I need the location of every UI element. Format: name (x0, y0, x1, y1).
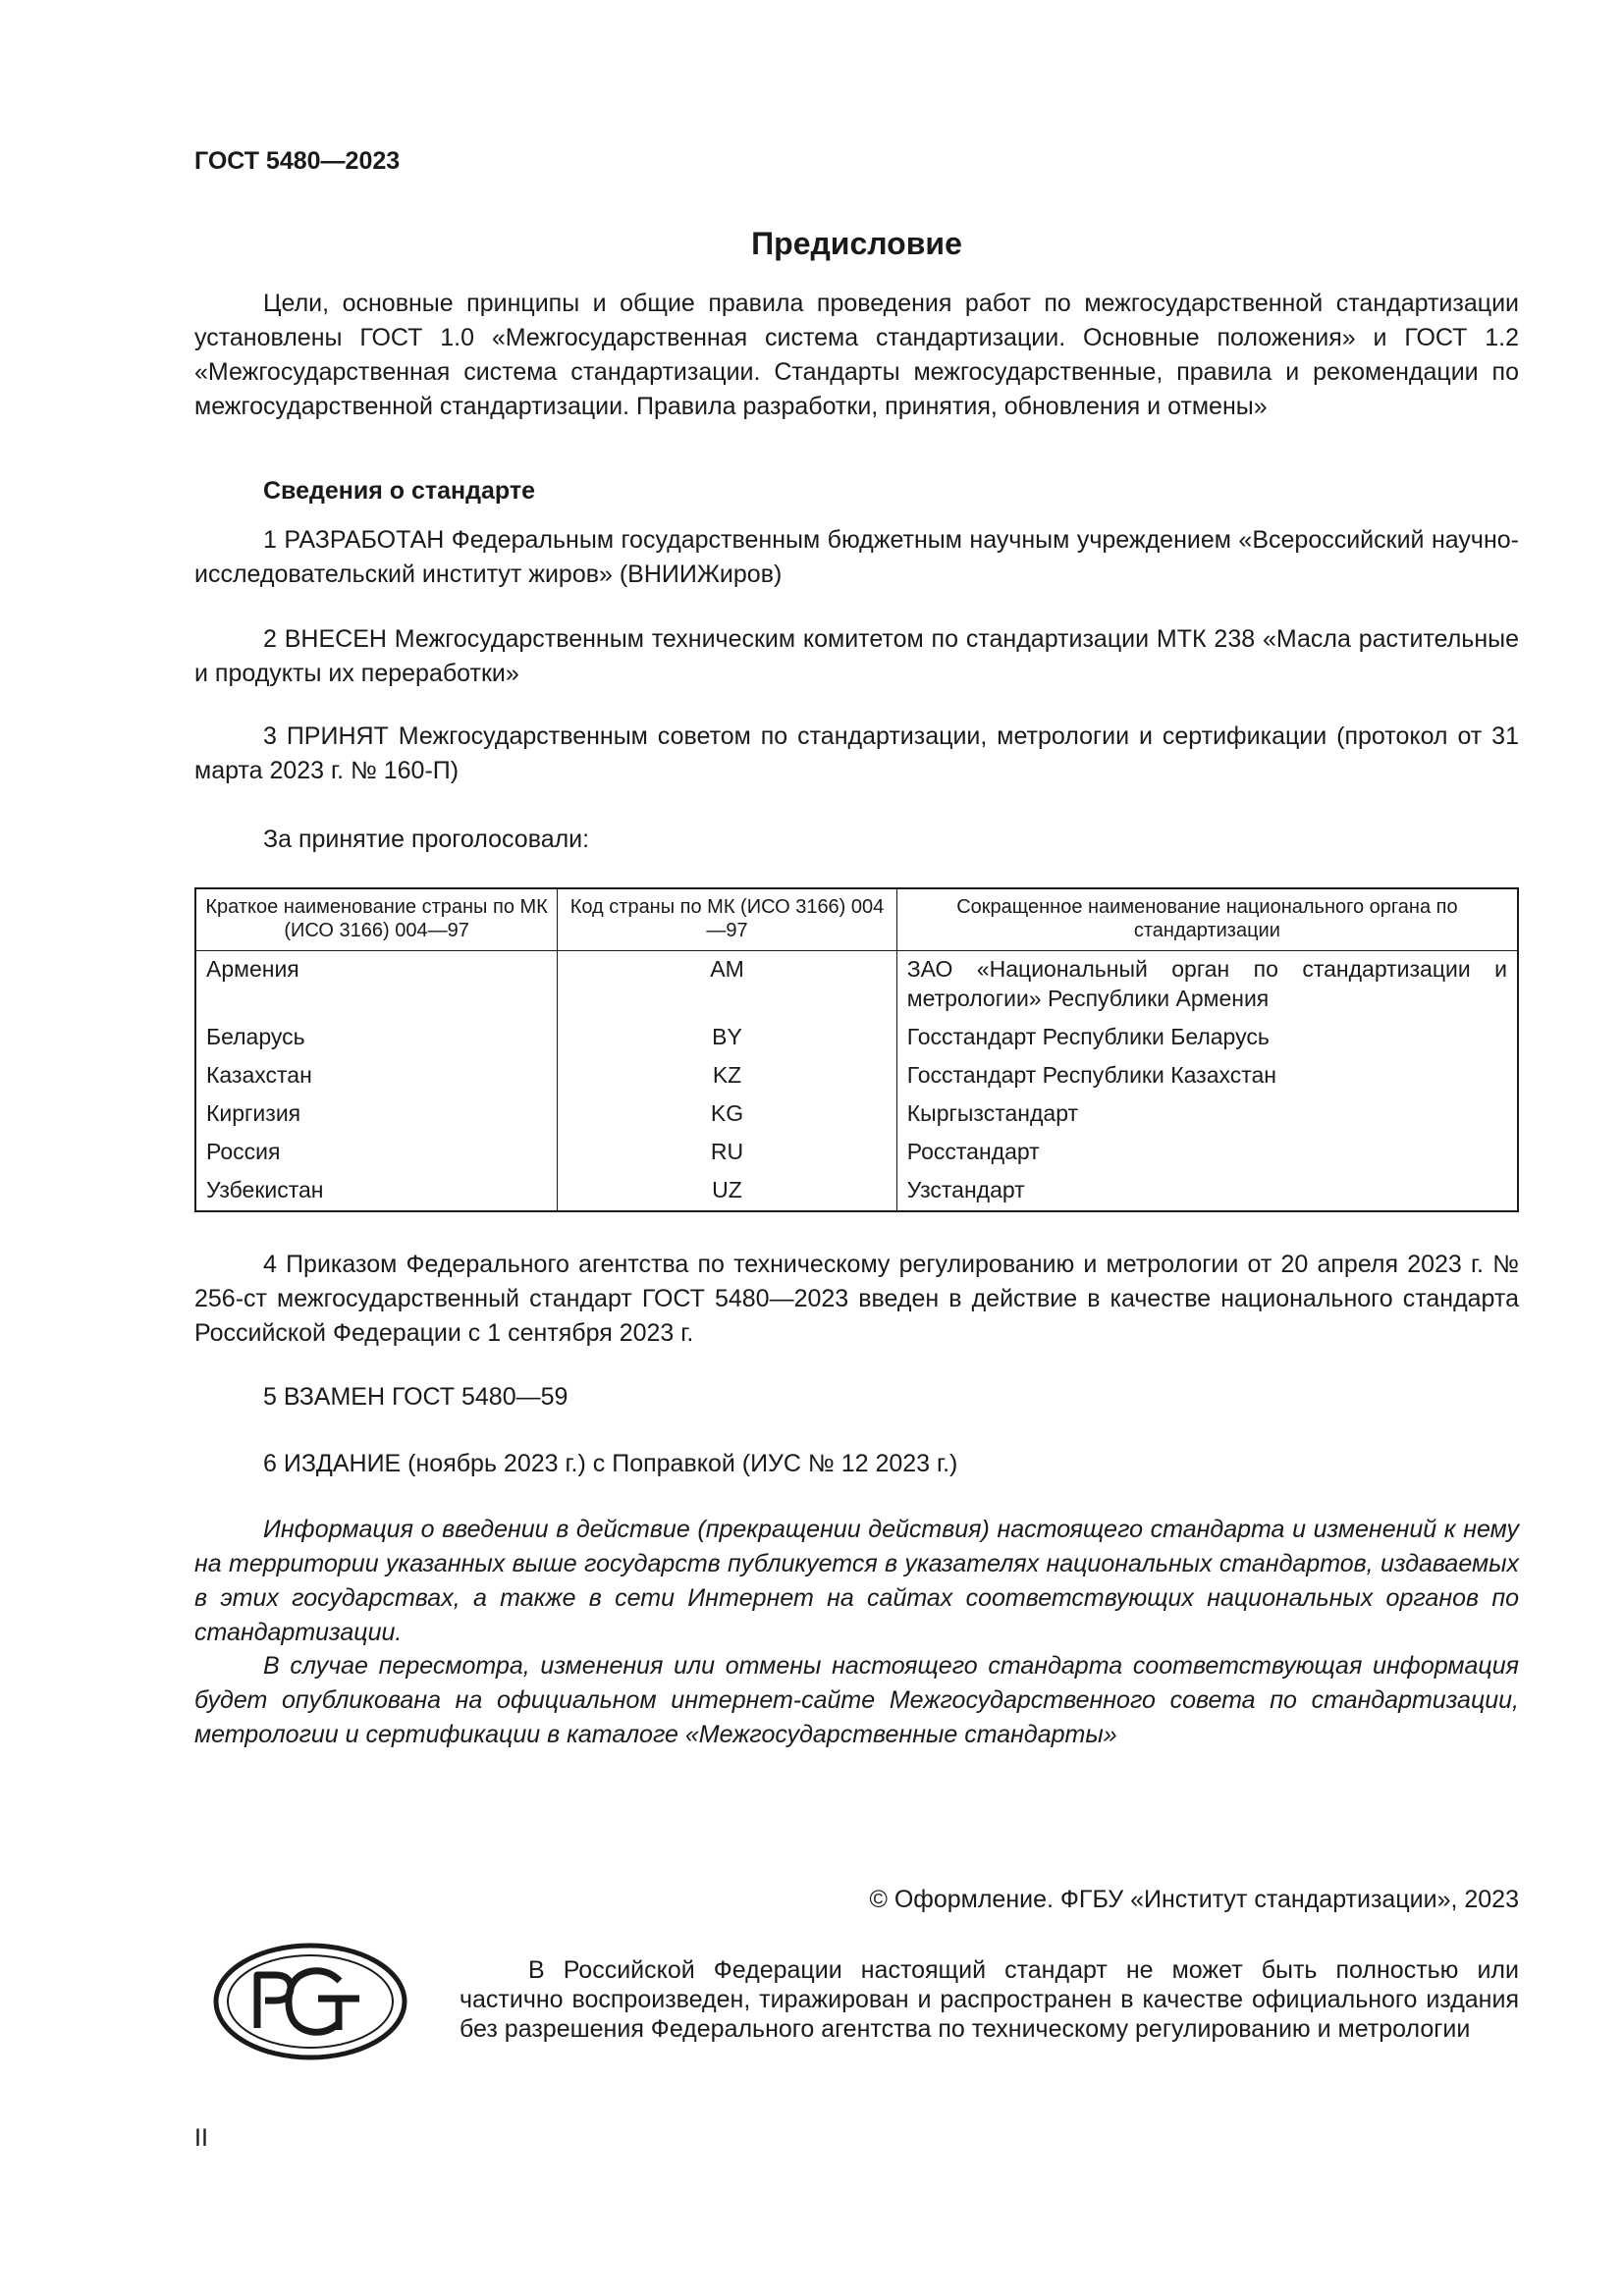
organ-cell: Узстандарт (896, 1172, 1518, 1211)
country-cell: Узбекистан (195, 1172, 558, 1211)
page-title: Предисловие (751, 226, 962, 261)
organ-cell: Госстандарт Республики Беларусь (896, 1019, 1518, 1057)
organ-cell: Госстандарт Республики Казахстан (896, 1057, 1518, 1095)
table-header-organ: Сокращенное наименование национального органа по стандартизации (896, 888, 1518, 951)
item-4: 4 Приказом Федерального агентства по техническому регулированию и метрологии от 20 апреля 2023 г. № 256-ст межгосударственный стандарт ГОСТ 5480—2023 введен в действие в качестве национального стандарта Российской Федерации с 1 сентября 2023 г. (194, 1251, 1519, 1347)
country-cell: Россия (195, 1134, 558, 1172)
code-cell: RU (558, 1134, 897, 1172)
copyright-notice: В Российской Федерации настоящий стандарт не может быть полностью или частично воспроизведен, тиражирован и распространен в качестве официального издания без разрешения Федерального агентства по техническому регулированию и метрологии (460, 1956, 1519, 2043)
code-cell: KG (558, 1095, 897, 1134)
document-id: ГОСТ 5480—2023 (194, 147, 401, 175)
country-cell: Беларусь (195, 1019, 558, 1057)
code-cell: UZ (558, 1172, 897, 1211)
table-header-country: Краткое наименование страны по МК (ИСО 3166) 004—97 (195, 888, 558, 951)
country-cell: Армения (195, 951, 558, 1020)
table-row (195, 1057, 1518, 1095)
country-cell: Киргизия (195, 1095, 558, 1134)
rst-logo-icon (212, 1942, 408, 2061)
table-row (195, 1019, 1518, 1057)
table-row (195, 1095, 1518, 1134)
section-heading: Сведения о стандарте (263, 477, 536, 505)
item-6: 6 ИЗДАНИЕ (ноябрь 2023 г.) с Поправкой (ИУС № 12 2023 г.) (263, 1450, 958, 1477)
page-number: II (194, 2124, 208, 2152)
code-cell: AM (558, 951, 897, 1020)
item-5: 5 ВЗАМЕН ГОСТ 5480—59 (263, 1383, 568, 1411)
voted-label: За принятие проголосовали: (263, 826, 590, 853)
table-header-code: Код страны по МК (ИСО 3166) 004—97 (558, 888, 897, 951)
item-3: 3 ПРИНЯТ Межгосударственным советом по стандартизации, метрологии и сертификации (протокол от 31 марта 2023 г. № 160-П) (194, 722, 1519, 784)
voting-table (194, 887, 1519, 1212)
table-row (195, 951, 1518, 1020)
code-cell: BY (558, 1019, 897, 1057)
organ-cell: ЗАО «Национальный орган по стандартизации и метрологии» Республики Армения (896, 951, 1518, 1020)
intro-paragraph: Цели, основные принципы и общие правила проведения работ по межгосударственной стандартизации установлены ГОСТ 1.0 «Межгосударственная система стандартизации. Основные положения» и ГОСТ 1.2 «Межгосударственная система стандартизации. Стандарты межгосударственные, правила и рекомендации по межгосударственной стандартизации. Правила разработки, принятия, обновления и отмены» (194, 290, 1519, 420)
code-cell: KZ (558, 1057, 897, 1095)
country-cell: Казахстан (195, 1057, 558, 1095)
copyright-line: © Оформление. ФГБУ «Институт стандартизации», 2023 (869, 1886, 1519, 1913)
info-paragraph-1: Информация о введении в действие (прекращении действия) настоящего стандарта и изменений к нему на территории указанных выше государств публикуется в указателях национальных стандартов, издаваемых в этих государствах, а также в сети Интернет на сайтах соответствующих национальных органов по стандартизации. (194, 1516, 1519, 1646)
table-row (195, 1134, 1518, 1172)
info-paragraph-2: В случае пересмотра, изменения или отмены настоящего стандарта соответствующая информация будет опубликована на официальном интернет-сайте Межгосударственного совета по стандартизации, метрологии и сертификации в каталоге «Межгосударственные стандарты» (194, 1652, 1519, 1748)
table-row (195, 1172, 1518, 1211)
item-2: 2 ВНЕСЕН Межгосударственным техническим комитетом по стандартизации МТК 238 «Масла растительные и продукты их переработки» (194, 625, 1519, 687)
item-1: 1 РАЗРАБОТАН Федеральным государственным бюджетным научным учреждением «Всероссийский научно-исследовательский институт жиров» (ВНИИЖиров) (194, 526, 1519, 588)
organ-cell: Кыргызстандарт (896, 1095, 1518, 1134)
table-header-row (195, 888, 1518, 951)
organ-cell: Росстандарт (896, 1134, 1518, 1172)
